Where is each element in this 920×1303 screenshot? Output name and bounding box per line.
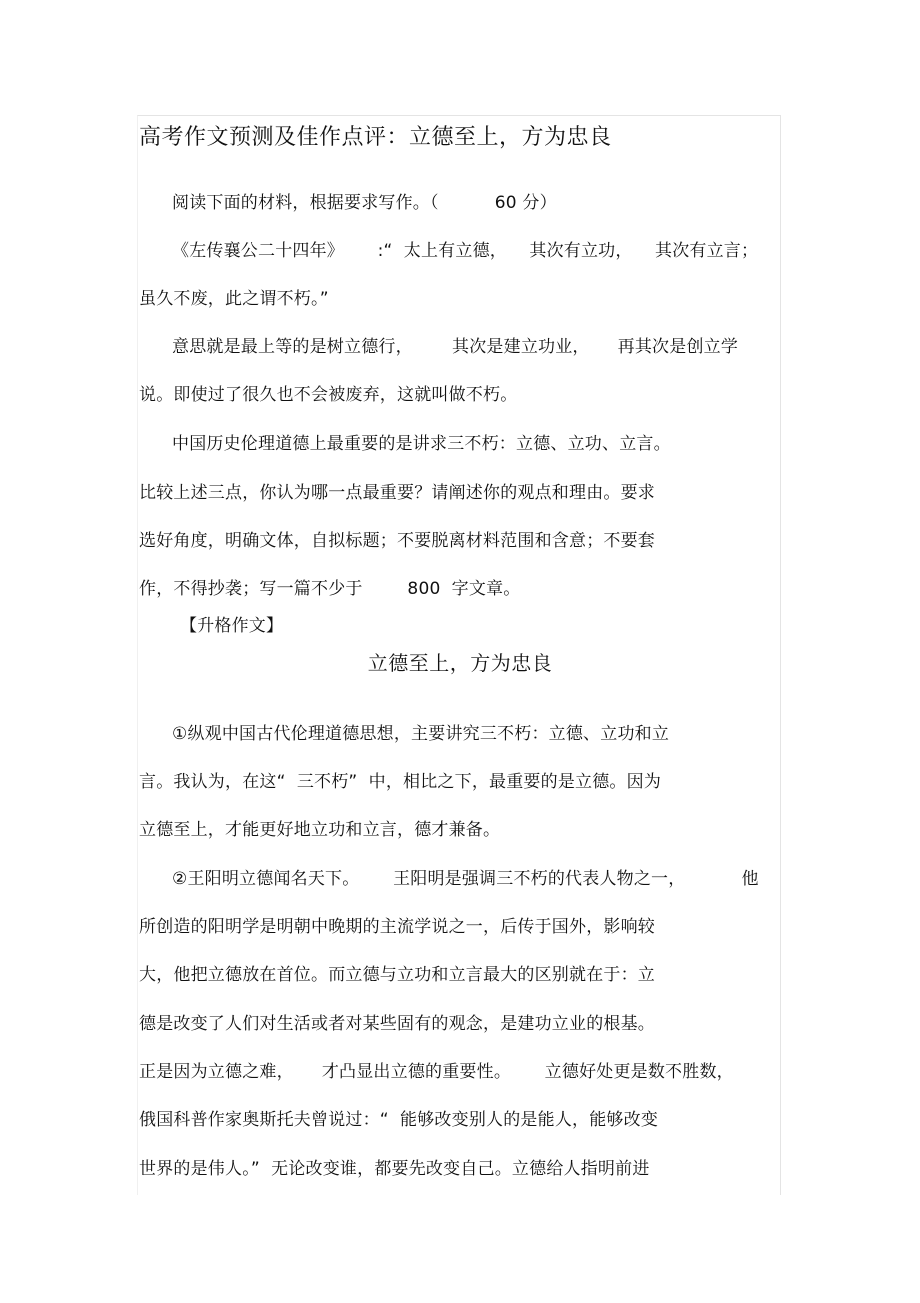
document-title: 高考作文预测及佳作点评：立德至上，方为忠良 [139, 125, 612, 150]
essay-line: 所创造的阳明学是明朝中晚期的主流学说之一，后传于国外，影响较 [139, 917, 655, 937]
essay-line: 正是因为立德之难， 才凸显出立德的重要性。 立德好处更是数不胜数， [139, 1062, 734, 1082]
prompt-line: 说。即使过了很久也不会被废弃，这就叫做不朽。 [139, 385, 518, 405]
prompt-line: 意思就是最上等的是树立德行， 其次是建立功业， 再其次是创立学 [172, 337, 739, 357]
prompt-line: 中国历史伦理道德上最重要的是讲求三不朽：立德、立功、立言。 [172, 434, 671, 454]
prompt-line: 比较上述三点，你认为哪一点最重要？请阐述你的观点和理由。要求 [139, 483, 655, 503]
section-label: 【升格作文】 [180, 616, 284, 636]
essay-line: 大，他把立德放在首位。而立德与立功和立言最大的区别就在于：立 [139, 965, 655, 985]
prompt-line: 选好角度，明确文体，自拟标题；不要脱离材料范围和含意；不要套 [139, 531, 655, 551]
essay-line: 俄国科普作家奥斯托夫曾说过：“ 能够改变别人的是能人，能够改变 [139, 1110, 659, 1130]
essay-line: 世界的是伟人。” 无论改变谁，都要先改变自己。立德给人指明前进 [139, 1159, 650, 1179]
essay-title: 立德至上，方为忠良 [367, 651, 553, 675]
essay-line: ①纵观中国古代伦理道德思想，主要讲究三不朽：立德、立功和立 [172, 724, 670, 744]
essay-line: 立德至上，才能更好地立功和立言，德才兼备。 [139, 820, 501, 840]
prompt-line: 《左传襄公二十四年》 :“ 太上有立德， 其次有立功， 其次有立言； [172, 241, 759, 261]
prompt-line: 虽久不废，此之谓不朽。” [139, 289, 329, 309]
essay-line: ②王阳明立德闻名天下。 王阳明是强调三不朽的代表人物之一， 他 [172, 869, 759, 889]
essay-line: 言。我认为，在这“ 三不朽” 中，相比之下，最重要的是立德。因为 [139, 772, 662, 792]
essay-line: 德是改变了人们对生活或者对某些固有的观念，是建功立业的根基。 [139, 1014, 655, 1034]
prompt-line: 作，不得抄袭；写一篇不少于 800 字文章。 [139, 579, 521, 599]
prompt-line: 阅读下面的材料，根据要求写作。（ 60 分） [172, 193, 557, 213]
